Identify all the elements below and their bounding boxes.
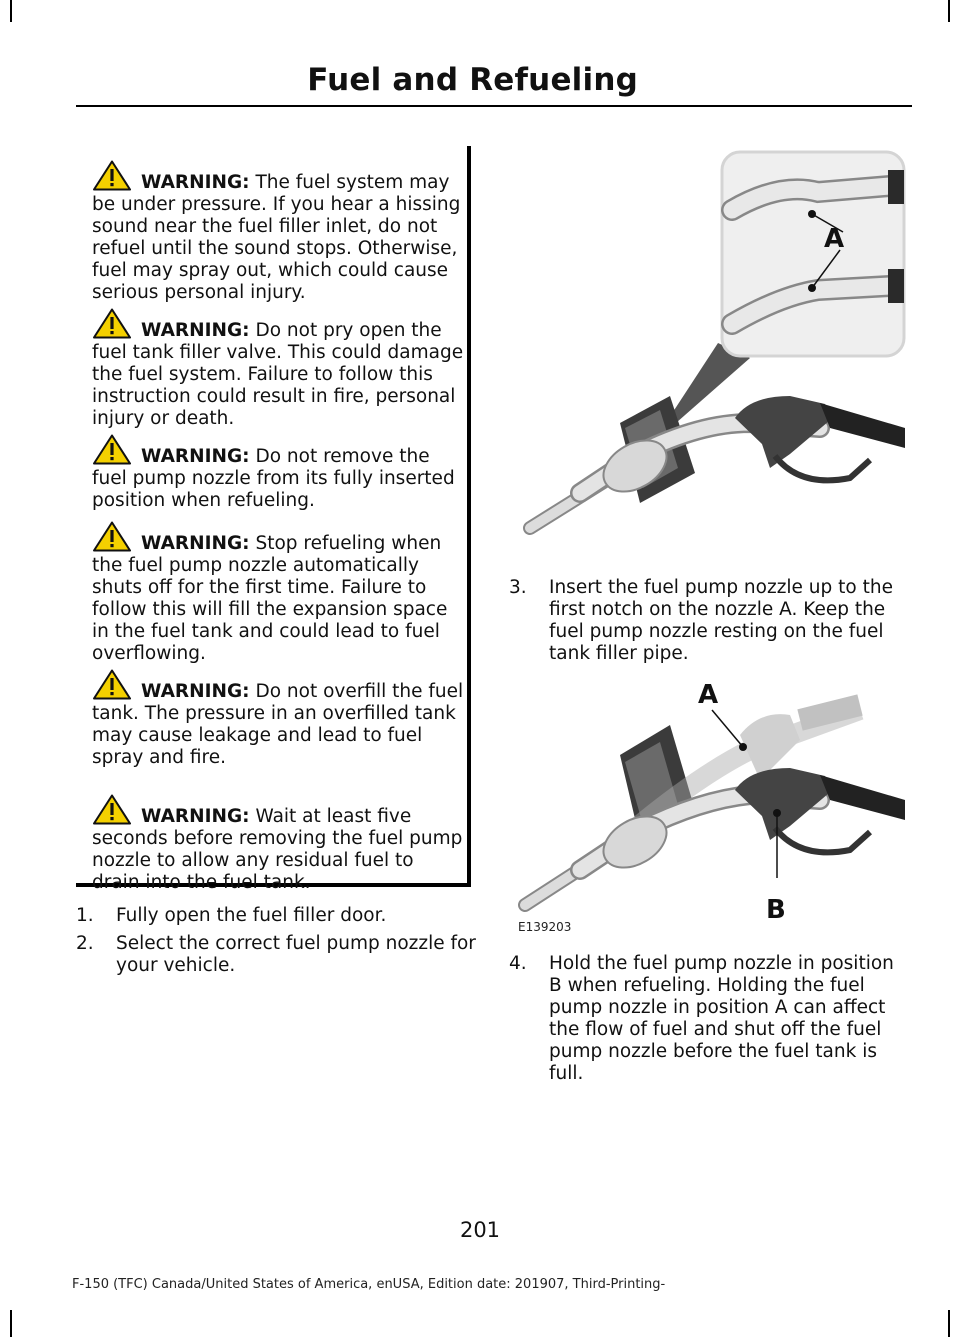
page-title: Fuel and Refueling	[307, 62, 638, 98]
footer-edition: F-150 (TFC) Canada/United States of America, enUSA, Edition date: 201907, Third-Printing-	[72, 1277, 666, 1292]
callout-label-a: A	[698, 680, 719, 710]
step-item: 1. Fully open the fuel filler door.	[76, 905, 387, 926]
crop-mark	[10, 1310, 12, 1337]
callout-label-b: B	[766, 895, 786, 925]
warning-icon	[93, 794, 131, 825]
warning-icon	[93, 160, 131, 191]
step-item: 3. Insert the fuel pump nozzle up to the first notch on the nozzle A. Keep the fuel pump nozzle resting on the fuel tank filler pipe.	[509, 577, 893, 664]
step-item: 2. Select the correct fuel pump nozzle for your vehicle.	[76, 933, 476, 976]
crop-mark	[948, 1310, 950, 1337]
warning-icon	[93, 434, 131, 465]
warning-item: WARNING: Do not remove the fuel pump nozzle from its fully inserted position when refueling.	[92, 434, 466, 512]
warning-item: WARNING: The fuel system may be under pressure. If you hear a hissing sound near the fuel filler inlet, do not refuel until the sound stops. Otherwise, fuel may spray out, which could cause serious personal injury.	[92, 160, 466, 304]
warning-icon	[93, 669, 131, 700]
warning-icon	[93, 521, 131, 552]
warning-item: WARNING: Stop refueling when the fuel pump nozzle automatically shuts off for the first time. Failure to follow this will fill the expansion space in the fuel tank and could lead to fuel overflowing.	[92, 521, 466, 665]
nozzle-position-illustration	[500, 680, 910, 920]
crop-mark	[948, 0, 950, 22]
warning-item: WARNING: Do not pry open the fuel tank filler valve. This could damage the fuel system. Failure to follow this instruction could result in fire, personal injury or death.	[92, 308, 466, 430]
figure-code: E139203	[518, 920, 572, 934]
nozzle-notch-illustration	[500, 148, 910, 548]
warning-item: WARNING: Wait at least five seconds before removing the fuel pump nozzle to allow any residual fuel to drain into the fuel tank.	[92, 794, 466, 894]
step-item: 4. Hold the fuel pump nozzle in position B when refueling. Holding the fuel pump nozzle in position A can affect the flow of fuel and shut off the fuel pump nozzle before the fuel tank is full.	[509, 953, 894, 1084]
warning-icon	[93, 308, 131, 339]
title-divider	[76, 105, 912, 107]
crop-mark	[10, 0, 12, 22]
page-number: 201	[459, 1218, 501, 1242]
callout-label-a: A	[824, 224, 845, 254]
warning-item: WARNING: Do not overfill the fuel tank. The pressure in an overfilled tank may cause leakage and lead to fuel spray and fire.	[92, 669, 466, 769]
